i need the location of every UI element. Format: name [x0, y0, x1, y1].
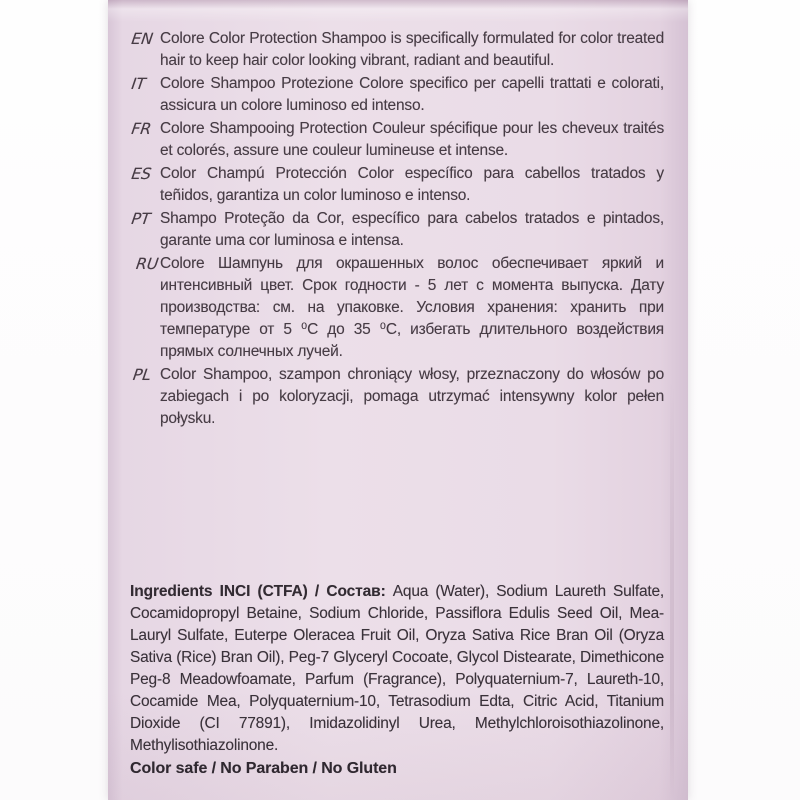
language-code-it: IT	[130, 75, 147, 93]
language-section-es	[130, 163, 664, 207]
language-code-en: EN	[130, 30, 155, 48]
language-text-ru: Colore Шампунь для окрашенных волос обеспечивает яркий и интенсивный цвет. Срок годности - 5 лет с момента выпуска. Дату производства: см. на упаковке. Условия хранения: хранить при температуре от 5 ⁰С до 35 ⁰С, избегать длительного воздействия прямых солнечных лучей.	[160, 255, 664, 360]
language-section-fr	[130, 118, 664, 162]
language-code-ru: RU	[134, 255, 160, 273]
blank-sachet-area	[130, 431, 664, 581]
language-text-it: Colore Shampoo Protezione Colore specifico per capelli trattati e colorati, assicura un colore luminoso ed intenso.	[160, 75, 664, 114]
language-code-pl: PL	[131, 366, 153, 384]
ingredients-paragraph	[130, 581, 664, 757]
label-content	[108, 0, 688, 800]
language-text-en: Colore Color Protection Shampoo is specifically formulated for color treated hair to keep hair color looking vibrant, radiant and beautiful.	[160, 30, 664, 69]
language-code-pt: PT	[130, 210, 152, 228]
language-section-ru	[130, 253, 664, 363]
language-section-it	[130, 73, 664, 117]
shampoo-sachet-back-label	[108, 0, 688, 800]
language-text-pl: Color Shampoo, szampon chroniący włosy, przeznaczony do włosów po zabiegach i po koloryzacji, pomaga utrzymać intensywny kolor pełen połysku.	[160, 366, 664, 427]
language-section-en	[130, 28, 664, 72]
language-section-pt	[130, 208, 664, 252]
ingredients-heading: Ingredients INCI (CTFA) / Состав:	[130, 583, 386, 600]
language-text-pt: Shampo Proteção da Cor, específico para cabelos tratados e pintados, garante uma cor luminosa e intensa.	[160, 210, 664, 249]
language-text-es: Color Champú Protección Color específico para cabellos tratados y teñidos, garantiza un color luminoso e intenso.	[160, 165, 664, 204]
language-text-fr: Colore Shampooing Protection Couleur spécifique pour les cheveux traités et colorés, assure une couleur lumineuse et intense.	[160, 120, 664, 159]
language-section-pl	[130, 364, 664, 430]
language-code-es: ES	[130, 165, 153, 183]
language-code-fr: FR	[130, 120, 153, 138]
claims-line: Color safe / No Paraben / No Gluten	[130, 760, 397, 777]
ingredients-list: Aqua (Water), Sodium Laureth Sulfate, Cocamidopropyl Betaine, Sodium Chloride, Passiflora Edulis Seed Oil, Mea-Lauryl Sulfate, Euterpe Oleracea Fruit Oil, Oryza Sativa Rice Bran Oil (Oryza Sativa (Rice) Bran Oil), Peg-7 Glyceryl Cocoate, Glycol Distearate, Dimethicone Peg-8 Meadowfoamate, Parfum (Fragrance), Polyquaternium-7, Laureth-10, Cocamide Mea, Polyquaternium-10, Tetrasodium Edta, Citric Acid, Titanium Dioxide (CI 77891), Imidazolidinyl Urea, Methylchloroisothiazolinone, Methylisothiazolinone.	[130, 583, 665, 754]
